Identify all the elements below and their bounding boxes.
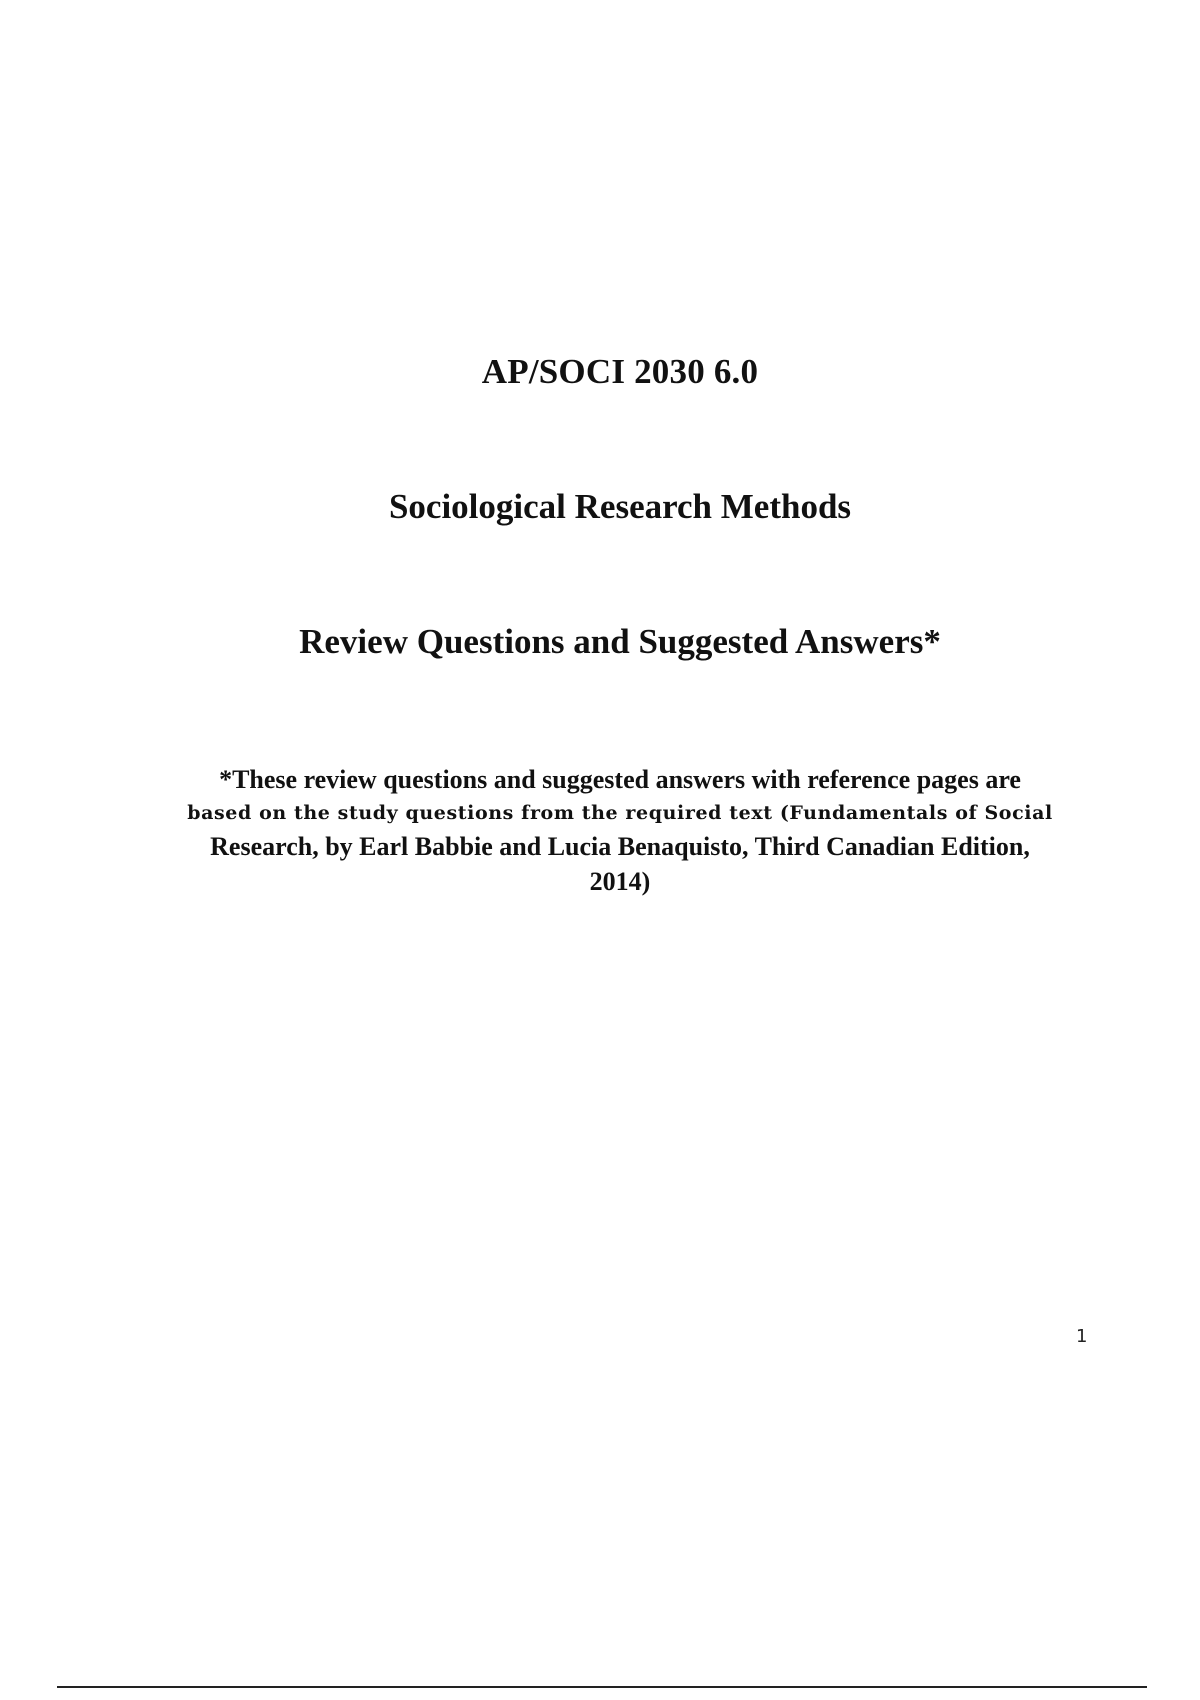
footnote <box>140 762 1100 899</box>
document-title: Review Questions and Suggested Answers* <box>299 622 941 661</box>
footnote-line: based on the study questions from the required text (Fundamentals of Social <box>187 802 1053 824</box>
footnote-line: 2014) <box>589 867 651 896</box>
course-code: AP/SOCI 2030 6.0 <box>481 352 759 391</box>
footnote-line: *These review questions and suggested answers with reference pages are <box>219 765 1021 794</box>
course-title: Sociological Research Methods <box>388 487 852 526</box>
page-number: 1 <box>1076 1326 1088 1347</box>
footer-divider <box>57 1686 1147 1688</box>
footnote-line: Research, by Earl Babbie and Lucia Benaquisto, Third Canadian Edition, <box>210 832 1030 861</box>
